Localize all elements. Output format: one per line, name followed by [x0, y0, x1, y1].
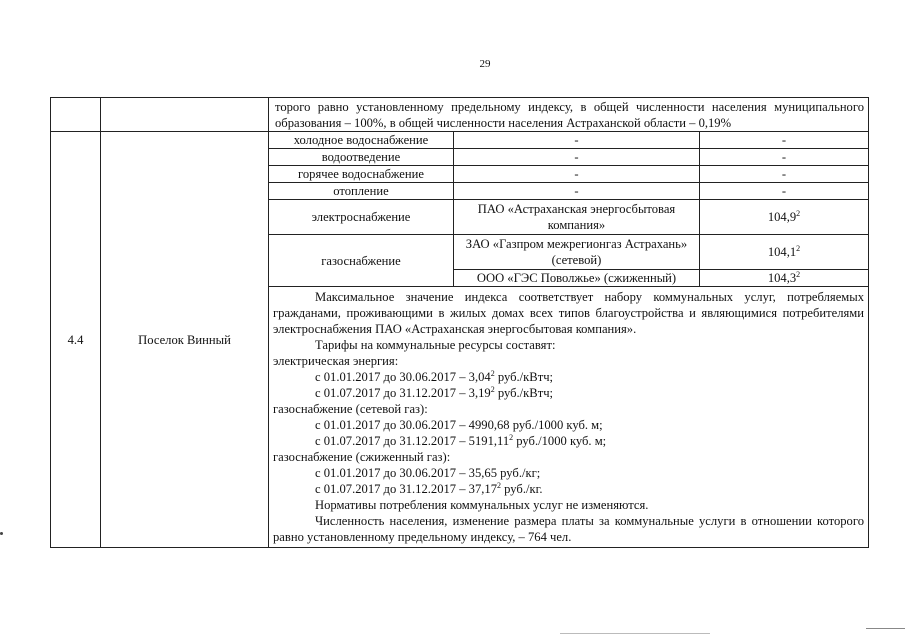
service-index: -	[700, 183, 869, 200]
gas-liquefied-tariff-1: с 01.01.2017 до 30.06.2017 – 35,65 руб./кг;	[315, 466, 541, 480]
electricity-provider: ПАО «Астраханская энергосбытовая компания»	[454, 200, 700, 235]
gas-network-tariff-2: с 01.07.2017 до 31.12.2017 – 5191,11$^2$ руб./1000 куб. м;	[315, 433, 607, 448]
norms-paragraph: Нормативы потребления коммунальных услуг не изменяются.	[315, 498, 649, 512]
electricity-heading: электрическая энергия:	[273, 354, 399, 368]
electricity-index: 104,9$^2$	[700, 200, 869, 235]
tariff-table	[50, 97, 869, 548]
gas-liquefied-tariff-2: с 01.07.2017 до 31.12.2017 – 37,17$^2$ руб./кг.	[315, 481, 543, 496]
continuation-row	[51, 98, 869, 132]
gas-network-heading: газоснабжение (сетевой газ):	[273, 402, 428, 416]
description-cell	[269, 287, 869, 548]
service-provider: -	[454, 183, 700, 200]
service-provider: -	[454, 132, 700, 149]
service-label: отопление	[269, 183, 454, 200]
gas-liquefied-heading: газоснабжение (сжиженный газ):	[273, 450, 451, 464]
gas-network-tariff-1: с 01.01.2017 до 30.06.2017 – 4990,68 руб./1000 куб. м;	[315, 418, 603, 432]
electricity-label: электроснабжение	[269, 200, 454, 235]
scan-artifact	[560, 633, 710, 634]
scan-artifact	[0, 532, 3, 535]
service-provider: -	[454, 166, 700, 183]
empty-name-cell	[101, 98, 269, 132]
service-provider: -	[454, 149, 700, 166]
service-index: -	[700, 166, 869, 183]
service-index: -	[700, 149, 869, 166]
max-index-paragraph: Максимальное значение индекса соответствует набору коммунальных услуг, потребляемых гражданами, проживающими в жилых домах всех типов благоустройства и являющимися потребителями электроснабжения ПАО «Астраханская энергосбытовая компания».	[273, 290, 865, 336]
service-label: холодное водоснабжение	[269, 132, 454, 149]
service-index: -	[700, 132, 869, 149]
row-number: 4.4	[51, 132, 101, 548]
scan-artifact	[866, 628, 905, 629]
gas-label: газоснабжение	[269, 235, 454, 287]
gas-provider-liquefied: ООО «ГЭС Поволжье» (сжиженный)	[454, 270, 700, 287]
page-number: 29	[479, 58, 491, 70]
gas-index-network: 104,1$^2$	[700, 235, 869, 270]
population-paragraph: Численность населения, изменение размера платы за коммунальные услуги в отношении которого равно установленному предельному индексу, – 764 чел.	[273, 514, 865, 544]
electricity-tariff-2: с 01.07.2017 до 31.12.2017 – 3,19$^2$ руб./кВтч;	[315, 385, 554, 400]
service-label: водоотведение	[269, 149, 454, 166]
settlement-name: Поселок Винный	[101, 132, 269, 548]
electricity-tariff-1: с 01.01.2017 до 30.06.2017 – 3,04$^2$ руб./кВтч;	[315, 369, 554, 384]
service-label: горячее водоснабжение	[269, 166, 454, 183]
gas-index-liquefied: 104,3$^2$	[700, 270, 869, 287]
gas-provider-network: ЗАО «Газпром межрегионгаз Астрахань» (сетевой)	[454, 235, 700, 270]
continuation-text: торого равно установленному предельному индексу, в общей численности населения муниципального образования – 100%, в общей численности населения Астраханской области – 0,19%	[269, 98, 869, 132]
empty-number-cell	[51, 98, 101, 132]
tariffs-intro: Тарифы на коммунальные ресурсы составят:	[315, 338, 556, 352]
service-row	[51, 132, 869, 149]
